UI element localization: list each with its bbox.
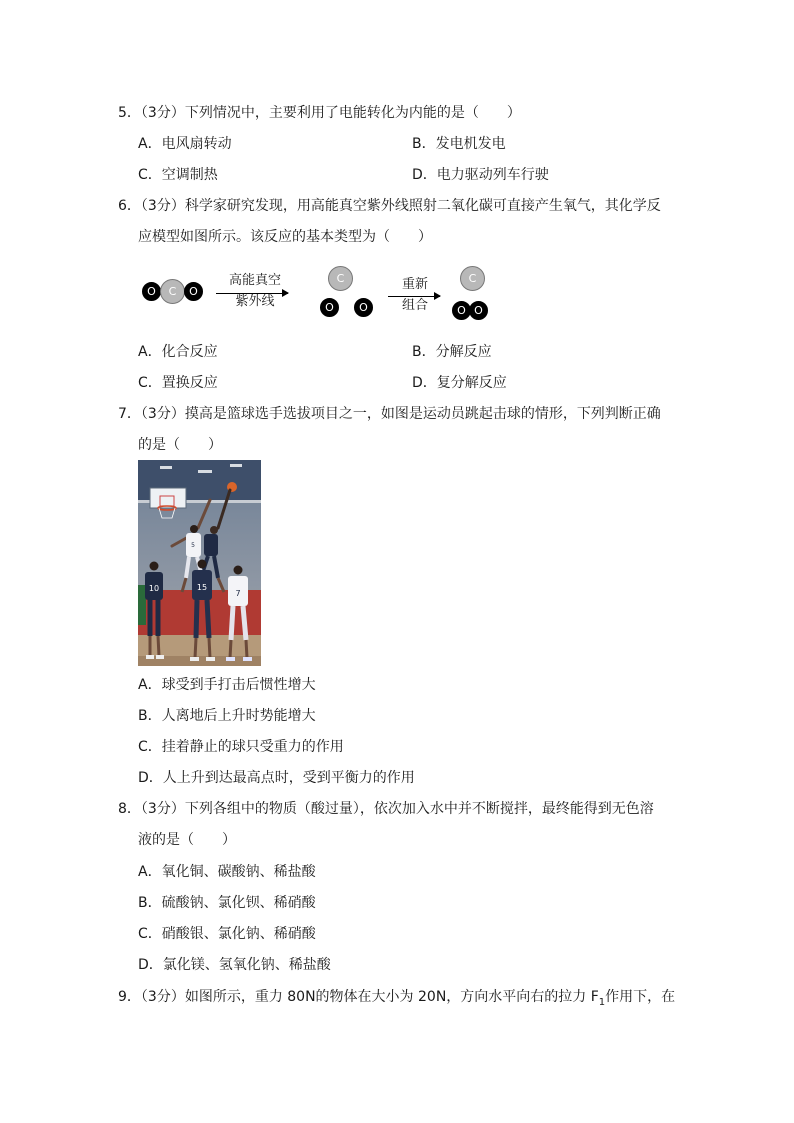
jersey-number: 5 [191, 542, 195, 549]
q5-stem: 5．（3分）下列情况中，主要利用了电能转化为内能的是（ ） [118, 105, 521, 121]
basketball-photo [138, 460, 261, 666]
q5-option-b: B．发电机发电 [412, 136, 506, 152]
carbon-atom: C [460, 266, 485, 291]
q8-stem-line1: 8．（3分）下列各组中的物质（酸过量），依次加入水中并不断搅拌，最终能得到无色溶 [118, 801, 654, 817]
q7-stem-line1: 7．（3分）摸高是篮球选手选拔项目之一，如图是运动员跳起击球的情形，下列判断正确 [118, 406, 661, 422]
condition-label: 高能真空 [228, 273, 281, 288]
jersey-number: 15 [196, 583, 208, 592]
q5-option-c: C．空调制热 [138, 167, 218, 183]
q6-option-a: A．化合反应 [138, 344, 218, 360]
oxygen-atom: O [142, 282, 161, 301]
jersey-number: 10 [148, 584, 160, 593]
carbon-atom: C [160, 279, 185, 304]
q8-option-b: B．硫酸钠、氯化钡、稀硝酸 [138, 895, 316, 911]
q7-option-c: C．挂着静止的球只受重力的作用 [138, 739, 344, 755]
q6-option-b: B．分解反应 [412, 344, 492, 360]
q8-option-c: C．硝酸银、氯化钠、稀硝酸 [138, 926, 316, 942]
q5-option-d: D．电力驱动列车行驶 [412, 167, 549, 183]
q9-stem-text: 9．（3分）如图所示，重力 80N的物体在大小为 20N，方向水平向右的拉力 F [118, 989, 599, 1005]
q7-option-b: B．人离地后上升时势能增大 [138, 708, 316, 724]
oxygen-atom: O [320, 298, 339, 317]
carbon-atom: C [328, 266, 353, 291]
q6-option-d: D．复分解反应 [412, 375, 507, 391]
q6-option-c: C．置换反应 [138, 375, 218, 391]
condition-label: 重新 [401, 277, 428, 292]
q6-stem-line2: 应模型如图所示。该反应的基本类型为（ ） [138, 229, 432, 245]
oxygen-atom: O [452, 301, 471, 320]
q5-option-a: A．电风扇转动 [138, 136, 232, 152]
condition-label: 紫外线 [235, 294, 275, 309]
q7-option-a: A．球受到手打击后惯性增大 [138, 677, 316, 693]
oxygen-atom: O [469, 301, 488, 320]
jersey-number: 7 [235, 589, 241, 598]
q8-stem-line2: 液的是（ ） [138, 832, 236, 848]
oxygen-atom: O [184, 282, 203, 301]
reaction-model-diagram [138, 262, 538, 326]
q7-stem-line2: 的是（ ） [138, 437, 222, 453]
oxygen-atom: O [354, 298, 373, 317]
q9-stem-text-end: 作用下，在 [605, 989, 676, 1005]
q8-option-a: A．氧化铜、碳酸钠、稀盐酸 [138, 864, 316, 880]
q8-option-d: D．氯化镁、氢氧化钠、稀盐酸 [138, 957, 331, 973]
condition-label: 组合 [401, 298, 428, 313]
q9-subscript: 1 [598, 996, 606, 1008]
q9-stem [118, 988, 675, 1012]
q7-option-d: D．人上升到达最高点时，受到平衡力的作用 [138, 770, 415, 786]
q6-stem-line1: 6．（3分）科学家研究发现，用高能真空紫外线照射二氧化碳可直接产生氧气，其化学反 [118, 198, 661, 214]
